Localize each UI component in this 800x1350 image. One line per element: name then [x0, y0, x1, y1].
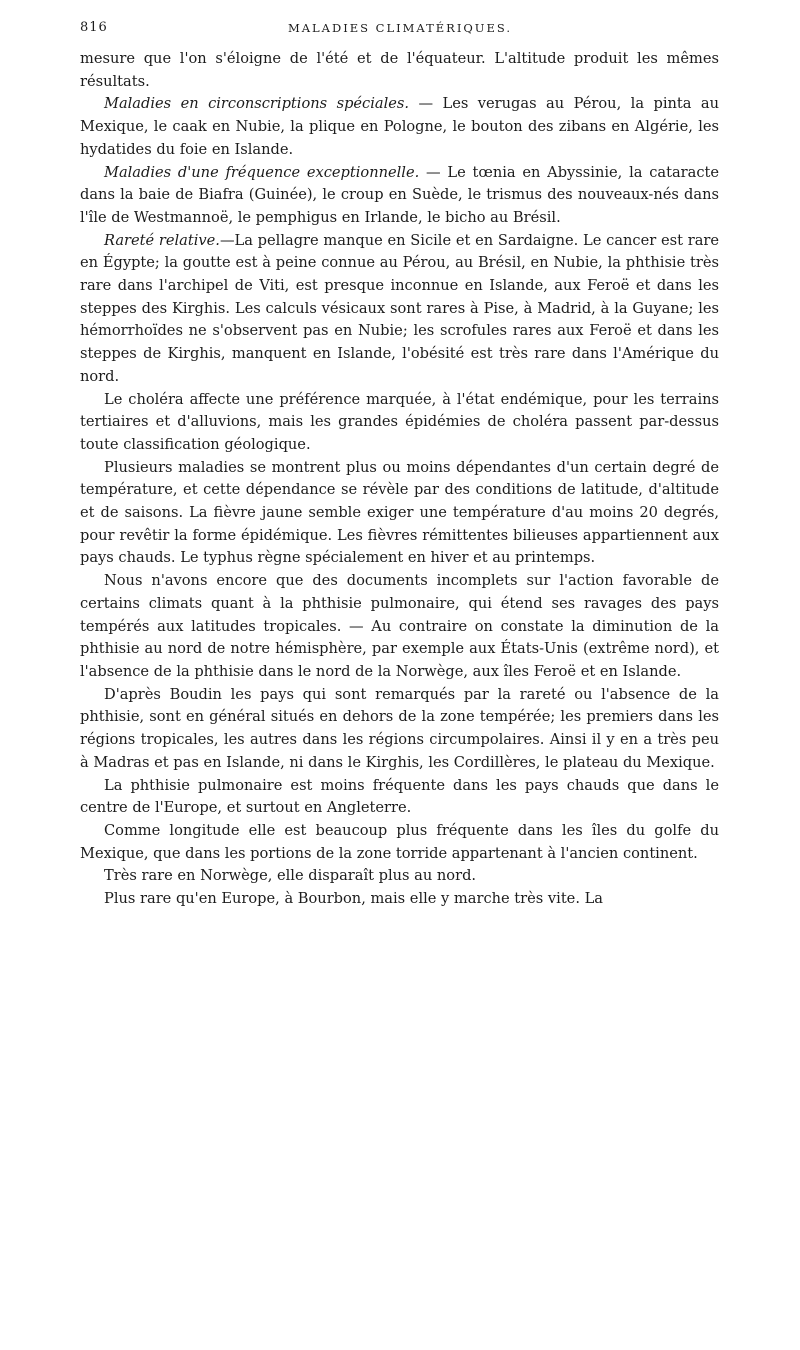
paragraph-text: D'après Boudin les pays qui sont remarqués par la rareté ou l'absence de la phthisie, sont en général situés en dehors de la zone tempérée; les premiers dans les régions tropicales, les autres dans les régions circumpolaires. Ainsi il y en a très peu à Madras et pas en Islande, ni dans le Kirghis, les Cordillères, le plateau du Mexique. [80, 685, 719, 771]
paragraph-text: Plusieurs maladies se montrent plus ou moins dépendantes d'un certain degré de température, et cette dépendance se révèle par des conditions de latitude, d'altitude et de saisons. La fièvre jaune semble exiger une température d'au moins 20 degrés, pour revêtir la forme épidémique. Les fièvres rémittentes bilieuses appartiennent aux pays chauds. Le typhus règne spécialement en hiver et au printemps. [80, 458, 719, 567]
paragraph-text: — Les verugas au Pérou, la pinta au Mexique, le caak en Nubie, la plique en Pologne, le bouton des zibans en Algérie, les hydatides du foie en Islande. [80, 95, 720, 158]
paragraph-lead: Rareté relative. [104, 231, 220, 249]
paragraph [80, 775, 719, 820]
paragraph [80, 865, 719, 888]
paragraph-lead: Maladies en circonscriptions spéciales. [104, 95, 410, 113]
paragraph-text: Nous n'avons encore que des documents incomplets sur l'action favorable de certains climats quant à la phthisie pulmonaire, qui étend ses ravages des pays tempérés aux latitudes tropicales. — Au contraire on constate la diminution de la phthisie au nord de notre hémisphère, par exemple aux États-Unis (extrême nord), et l'absence de la phthisie dans le nord de la Norwège, aux îles Feroë et en Islande. [80, 572, 719, 680]
paragraph [80, 570, 719, 684]
paragraph [80, 684, 719, 775]
body-text [80, 48, 719, 911]
paragraph [80, 457, 719, 571]
paragraph-text: — Le tœnia en Abyssinie, la cataracte dans la baie de Biafra (Guinée), le croup en Suède, le trismus des nouveaux-nés dans l'île de Westmannoë, le pemphigus en Irlande, le bicho au Brésil. [80, 163, 720, 226]
paragraph-text: mesure que l'on s'éloigne de l'été et de l'équateur. L'altitude produit les mêmes résultats. [80, 50, 719, 90]
paragraph [80, 230, 719, 389]
running-title: MALADIES CLIMATÉRIQUES. [287, 21, 513, 35]
paragraph-text: Comme longitude elle est beaucoup plus fréquente dans les îles du golfe du Mexique, que dans les portions de la zone torride appartenant à l'ancien continent. [80, 821, 719, 862]
paragraph [80, 48, 719, 93]
paragraph-text: Le choléra affecte une préférence marquée, à l'état endémique, pour les terrains tertiaires et d'alluvions, mais les grandes épidémies de choléra passent par-dessus toute classification géologique. [80, 390, 719, 453]
running-head [80, 20, 720, 42]
paragraph [80, 820, 719, 865]
page-number: 816 [80, 20, 108, 35]
paragraph [80, 162, 719, 230]
paragraph [80, 93, 719, 161]
paragraph-lead: Maladies d'une fréquence exceptionnelle. [104, 163, 420, 181]
paragraph [80, 888, 719, 911]
paragraph-text: Plus rare qu'en Europe, à Bourbon, mais elle y marche très vite. La [104, 890, 603, 908]
paragraph-text: La phthisie pulmonaire est moins fréquente dans les pays chauds que dans le centre de l'Europe, et surtout en Angleterre. [80, 776, 719, 817]
paragraph [80, 389, 719, 457]
paragraph-text: —La pellagre manque en Sicile et en Sardaigne. Le cancer est rare en Égypte; la goutte est à peine connue au Pérou, au Brésil, en Nubie, la phthisie très rare dans l'archipel de Viti, est presque inconnue en Islande, aux Feroë et dans les steppes des Kirghis. Les calculs vésicaux sont rares à Pise, à Madrid, à la Guyane; les hémorrhoïdes ne s'observent pas en Nubie; les scrofules rares aux Feroë et dans les steppes de Kirghis, manquent en Islande, l'obésité est très rare dans l'Amérique du nord. [80, 231, 720, 385]
paragraph-text: Très rare en Norwège, elle disparaît plus au nord. [104, 867, 477, 885]
